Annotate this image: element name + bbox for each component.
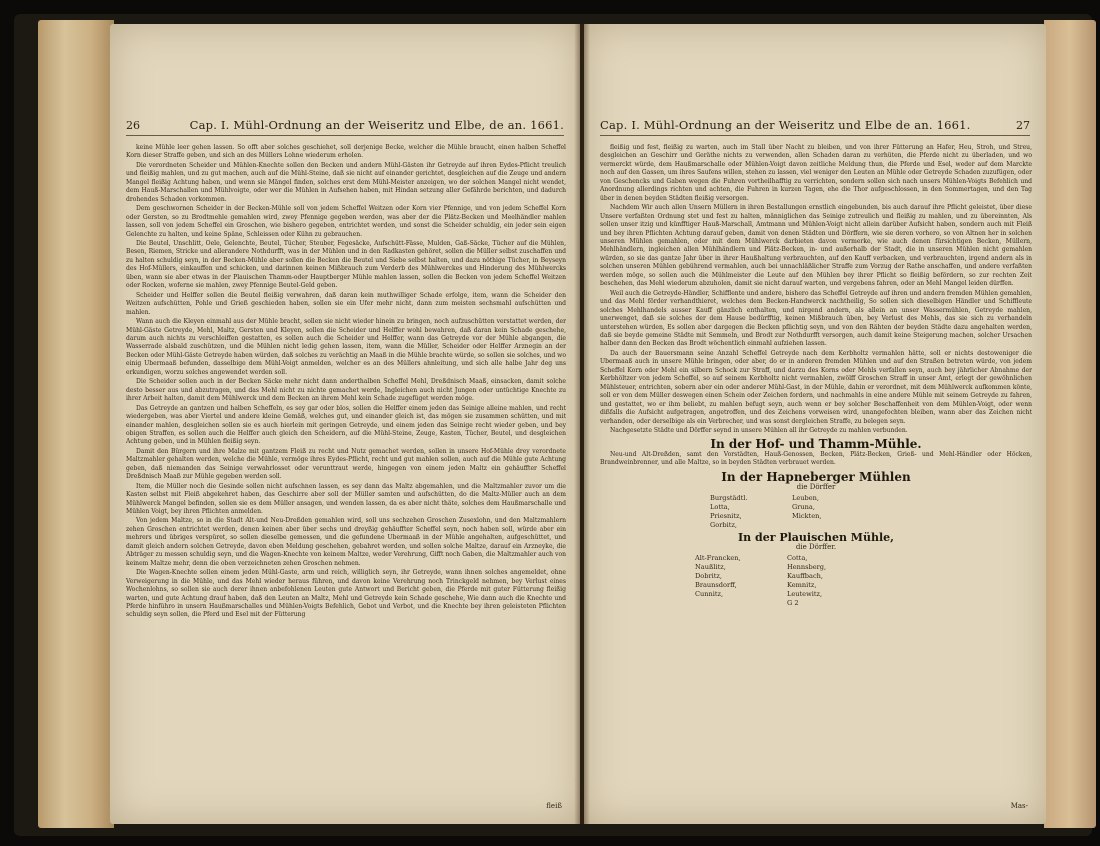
village-name: Lotta,: [710, 502, 730, 511]
village-name: Leutewitz,: [787, 589, 823, 598]
paragraph: fleißig und fest, fleißig zu warten, auch im Stall über Nacht zu bleiben, und von ihrer Fütterung an Hafer, Heu, Stroh, und Streu, desgleichen an Geschirr und Geräthe nichts zu verwenden, allen Schaden daran zu verhüten, die Pferde nicht zu überladen, und wo vermerckt würde, dem Haußmarschalle oder Mühlen-Voigt davon zeitliche Meldung thun, die Pferde und Esel, weder auf dem Marckte noch auf den Gassen, um ihres Saufens willen, stehen zu lassen, viel weniger den Leuten an Mühle oder Getreyde Schaden zuzufügen, oder von Geschencks und Gaben wegen die Fuhren vortheilhafftig zu verrichten, sondern sollen sich nach unsers Mühlen-Voigts Befehlich und Anordnung allerdings richten und achten, die Fuhren in kurzen Tagen, ehe die Thor aufgeschlossen, in den Sommertagen, und den Tag über in denen beyden Städten fleißig versorgen.: [600, 144, 1032, 202]
left-running-title: Cap. I. Mühl-Ordnung an der Weiseritz und Elbe, de an. 1661.: [189, 118, 564, 132]
right-page: [584, 24, 1046, 824]
paragraph: Item, die Müller noch die Gesinde sollen nicht aufschnen lassen, es sey dann das Maltz abgemahlen, und die Maltzmahler zuvor um die Kasten selbst mit Fleiß abgekehret haben, das Geschirre aber soll der Müller samten und aufschütten, do die Maltz-Müller auch an dem Mühlwerck Mangel befinden, sollen sie es dem Müller ansagen, und wenden lassen, da es aber nicht thäte, solches dem Haußmarschalle und Mühlen Voigt, bey ihren Pflichten anmelden.: [126, 482, 566, 516]
paragraph: Die Beutel, Unschlitt, Oele, Gelenchte, Beutel, Tücher, Steuber, Fegesäcke, Aufschütt-Fässe, Mulden, Gaß-Säcke, Tücher auf die Mühlen, Besen, Riemen, Stricke und allerandere Nothdurfft, was in der Mühlen und in den Radkasten gehöret, sollen die Müller selbst zuschaffen und zu halten schuldig seyn, in der Becken-Mühle aber sollen die Becken die Beutel und Siebe selbst halten, und dazu nöthige Tücher, in Beyseyn des Hof-Müllers, einkauffen und schicken, und darinnen keinen Mißbrauch zum Verderb des Mühlwerckes und Hinderung des Mühlwercks üben, wann sie aber etwas in der Plauischen Thamm-oder Hauptberger Mühle mahlen lassen, sollen die Becken von jedem Scheffel Weitzen oder Rocken, woferne sie mahlen, zwey Pfennige Beutel-Geld geben.: [126, 239, 566, 290]
paragraph: Dem geschwornen Scheider in der Becken-Mühle soll von jedem Scheffel Weitzen oder Korn vier Pfennige, und von jedem Scheffel Korn oder Gersten, so zu Brodtmehle gemahlen wird, zwey Pfennige gegeben werden, was aber der die Plätz-Becken und Meelhändler mahlen lassen, soll von jedem Scheffel ein Groschen, wie bishero gegeben, entrichtet werden, und sonst die Scheider schuldig, ein jeder sein eigen Gelenchte zu halten, und keine Späne, Schleissen oder Kühn zu gebrauchen.: [126, 205, 566, 238]
left-running-head: [126, 118, 564, 136]
page-edges-right: [1044, 20, 1096, 828]
village-name: Kauffbach,: [787, 571, 823, 580]
book-gutter: [574, 24, 590, 824]
village-name: Priesnitz,: [710, 511, 742, 520]
village-name: Hennsberg,: [787, 562, 827, 571]
left-page-number: 26: [126, 119, 140, 132]
paragraph: Von jedem Maltze, so in die Stadt Alt-und Neu-Dreßden gemahlen wird, soll uns sechzehen Groschen Zusexlohn, und den Maltzmahlern zehen Groschen entrichtet werden, denen keinen aber über sechs und dreyßig gehäuffter Scheffel seyn, noch haben soll, würde aber ein mehrers und übriges verspüret, so sollen dieselbe gemessen, und die gefundene Ubermaaß in der Mühle angehalten, aufgeschüttet, und damit gleich andern solchen Getreyde, davon eben Meldung geschehen, gebahret werden, und sollen solche Maltze, darauf ein Arzneyke, die Abträger zu messen schuldig seyn, und die Wagen-Knechte von keinem Maltze, weder Verehrung, Gifft noch Gaben, die Maltzmahler auch von keinem Maltze mehr, denn die oben verzeichneten zehen Groschen nehmen.: [126, 517, 566, 567]
section-subheading: die Dörffer.: [795, 543, 837, 552]
page-edges-left: [38, 20, 114, 828]
village-name: Gruna,: [792, 502, 815, 511]
paragraph: Die verordneten Scheider und Mühlen-Knechte sollen den Becken und andern Mühl-Gästen ihr Getreyde auf ihren Eydes-Pflicht treulich und fleißig mahlen, und zu gut machen, auch auf die Mühl-Steine, daß sie nicht auf einander gerichtet, desgleichen auf die Zeuge und andern Mangel fleißig Achtung haben, und wenn sie Mängel finden, solches erst dem Mühl-Meister anzeigen, wo der solchen Mangel nicht wendet, dem Hauß-Marschallen und Mühlvoigte, oder wer die Mühlen in Aufsehen haben, mit Hindan setzung aller Gefährde berichten, und dadurch drohendes Schaden vorkommen.: [126, 161, 566, 203]
paragraph: Nachdem Wir auch allen Unsern Müllern in ihren Bestallungen ernstlich eingebunden, bis auch darauf ihre Pflicht geleistet, über diese Unsere verfaßten Ordnung stet und fest zu halten, männiglichen das Seinige zutreulich und fleißig zu mahlen, und zu übereinnten, Als sollen unser itzig und künfftiger Hauß-Marschall, Amtmann und Mühlen-Voigt nicht allein darüber Aufsicht haben, sondern auch mit Fleiß und bey ihren Pflichten Achtung darauf geben, damit von denen Städten und Dörffern, wie sie deren vorhero, so von Altnen her in solchen unseren Mühlen gemahlen, oder mit dem Mühlwerck darbieten davon vermerke, wie auch denen fürsichtigen Becken, Müllern, Mehlhändlern, ingleichen allen Mühlhändlern und Plätz-Becken, in- und außerhalb der Stadt, die in unseren Mühlen nicht gemahlen würden, so sie das gantze Jahr über in ihrer Haußhaltung verbrauchten, auf den Kauff verbacken, und verbrauchten, irgend andern als in solchen unseren Mühlen gebührend vermahlen, auch bei unnachläßlicher Straffe zum Vorzug der Rathe anschaffen, und andere verfaßten werden möge, so sollen auch die Mühlmeister die Leute auf den Mühlen bey ihrer Pflicht so fleißig befördern, so zur rechten Zeit beschehen, das Mehl wiederum abzuholen, damit sie nicht darauf warten, und vergebens fahren, oder an Mehl Mangel leiden dürffen.: [600, 204, 1032, 288]
paragraph: Scheider und Helffer sollen die Beutel fleißig verwahren, daß daran kein muthwilliger Schade erfolge, item, wann die Scheider den Weitzen aufschütten, Pohle und Grieß geschieden haben, sollen sie ein Ufer mehr nicht, dann zum meisten sechsmahl aufschütten und mahlen.: [126, 291, 566, 316]
section-heading-plauische: In der Plauischen Mühle,: [738, 530, 894, 544]
village-list-hapneberger: [710, 494, 1032, 530]
village-name: Mickten,: [792, 511, 822, 520]
right-body-text: [600, 144, 1032, 610]
paragraph: Nachgesetzte Städte und Dörffer seynd in unsere Mühlen all ihr Getreyde zu mahlen verbunden.: [610, 426, 908, 434]
book: [14, 14, 1092, 836]
paragraph: Weil auch die Getreyde-Händler, Schifflente und andere, bishero das Scheffel Getreyde auf ihren und andern fremden Mühlen gemahlen, und das Mehl förder verhandthieret, welches dem Becken-Handwerck nachtheilig, So sollen sich dieselbigen Händler und Schiffleute solches Mehlhandels ausser Kauff gänzlich enthalten, und nirgend andern, als allein an unser Wassermühlen, Getreyde mahlen, unerwenget, daß sie solches der dem Hause bedürfftig, keinen Mißbrauch üben, bey Verlust des Mehls, das sie sich zu verhandeln unterstehen würden, Es sollen aber dargegen die Becken pflichtig seyn, und von den Rähten der beyden Städte dazu angehalten werden, daß sie beyde gemeine Städte mit Semmeln, und Brodt zur Nothdurfft versorgen, auch damit keine Steigerung machen, solcher Ursachen halber dann den Becken das Brodt wöchentlich einmahl aufziehen lassen.: [600, 289, 1032, 348]
right-catchword: Mas-: [1010, 802, 1028, 810]
paragraph: Neu-und Alt-Dreßden, samt den Vorstädten, Hauß-Genossen, Becken, Plätz-Becken, Grieß- und Mehl-Händler oder Höcken, Brandweinbrenner, und alle Maltze, so in beyden Städten verbrauet werden.: [600, 450, 1032, 467]
village-name: Alt-Francken,: [695, 553, 741, 562]
village-name: Braunsdorff,: [695, 580, 737, 589]
right-running-head: [600, 118, 1030, 136]
paragraph: Da auch der Bauersmann seine Anzahl Scheffel Getreyde nach dem Kerbholtz vermahlen hätte, soll er nichts destoweniger die Ubermaaß auch in unsere Mühle bringen, oder aber, do er in anderen fremden Mühlen und auf den Straßen betreten würde, von jedem Scheffel Korn oder Mehl ein silbern Schock zur Straff, und darzu des Korns oder Mehls verfallen seyn, auch bey jährlicher Abnahme der Kerbhöltzer von jedem Scheffel, so auf seinem Kerbholtz nicht vermahlen, zwölff Groschen Straff in unser Amt, erlegt der gewöhnlichen Mühlsteuer, entrichten, sobern aber ein oder anderer Mühl-Gast, in der Mühle, dahin er verordnet, mit dem Mühlwerck aufkommen könte, soll er von dem Müller deswegen einen Schein oder Zeichen fordern, und nachmahls in eine andere Mühle mit seinem Getreyde zu fahren, und gestattet, wo er ihm beliebt, zu mahlen befugt seyn, auch wenn er bey solcher Beschaffenheit von dem Mühlen-Voigt, oder wenn dißfalls die Aufsicht aufgetragen, angetroffen, und des Zeichens vorweisen wird, unangefochten bleiben, wann aber das Zeichen nicht verhanden, oder derselbige als ein Verbrecher, und was sonst dergleichen Straffe, zu belegen seyn.: [600, 349, 1032, 425]
village-name: Cotta,: [787, 553, 808, 562]
section-heading-hof-mühle: In der Hof- und Thamm-Mühle.: [710, 437, 922, 452]
paragraph: Die Scheider sollen auch in der Becken Säcke mehr nicht dann anderthalben Scheffel Mehl, Dreßdnisch Maaß, einsacken, damit solche desto besser aus und abzutragen, und das Mehl nicht zu nichte gemachet werde, Ingleichen auch nicht Jungen oder untüchtige Knechte zu ihrer Arbeit halten, damit dem Mühlwerck und dem Becken an ihrem Mehl kein Schade zugefüget werden möge.: [126, 378, 566, 403]
village-name: Dobritz,: [695, 571, 722, 580]
left-page: [110, 24, 580, 824]
village-name: [695, 599, 777, 608]
paragraph: Das Getreyde an gantzen und halben Scheffeln, es sey gar oder blos, sollen die Helffer einem jeden das Seinige alleine mahlen, und recht wiedergeben, was aber Viertel und andere kleine Gemäß, welches gut, und einander gleich ist, das mögen sie zusammen schütten, und mit einander mahlen, desgleichen sollen sie es auch hierlein mit geringen Getreyde, und einem jeden das Seinige recht wieder geben, und bey obigen Straffen, es sollen auch die Helffer auch gleich den Scheidern, auf die Mühl-Steine, Zeuge, Kasten, Tücher, Beutel, und desgleichen Achtung geben, und in Mühlen fleißig seyn.: [126, 404, 566, 446]
paragraph: Die Wagen-Knechte sollen einem jeden Mühl-Gaste, arm und reich, williglich seyn, ihr Getreyde, wann ihnen solches angemeldet, ohne Verweigerung in die Mühle, und das Mehl wieder heraus führen, und davon keine Verehrung noch Trinckgeld nehmen, bey Verlust eines Wochenlohns, so sollen sie auch derer ihnen anbefohlenen Leuten gute Antwort und Bericht geben, die Pferde mit guter Fütterung fleißig warten, und gute Achtung drauf haben, daß den Leuten an Maltz, Mehl und Getreyde kein Schade geschehe, Wie dann auch die Knechte und Pferde hinführo in unsern Haußmarschalles und Mühlen-Voigts Befehlich, Gebot und Verbot, und die Knechte bey ihren geleisteten Pflichten schuldig seyn sollen, die Pferd und Esel mit der Fütterung: [126, 569, 566, 619]
paragraph: Wann auch die Kleyen einmahl aus der Mühle bracht, sollen sie nicht wieder hinein zu bringen, noch aufzuschütten verstattet werden, der Mühl-Gäste Getreyde, Mehl, Maltz, Gersten und Kleyen, sollen die Scheider und Helffer wohl bewahren, daß daran kein Schade geschehe, darum auch nichts zu verschleiffen gestatten, es sollen auch die Scheider und Helffer, wann das Getreyde vor der Mühle abgangen, die Wasserrade alsbald zuschützen, und die Mühlen nicht ledig gehen lassen, item, wann die Müller, Scheider oder Helffer Arznegin an der Becken oder Mühl-Gäste Getreyde haben würden, daß solches zu verächtig an Maaß in die Mühle brachte würde, so sollen sie solches, und wo einig Ubermaaß befunden, dasselbige dem Mühl-Voigt anmelden, welcher es an des Müllers ahnleitung, und sich alle halbe Jahr deg uns erkundigen, worzu solches angewendet werden soll.: [126, 318, 566, 376]
paragraph: Damit den Bürgern und ihre Malze mit gantzem Fleiß zu recht und Nutz gemachet werden, sollen in unsere Hof-Mühle drey verordnete Maltzmahler gehalten werden, welche die Mühle, vermöge ihres Eydes-Pflicht, recht und gut mahlen sollen, auch auf die Mühle gute Achtung geben, daß niemanden das Seinige verwahrlosset oder verunttraut werde, hingegen von einem jeden Maltz ein gehäuffter Scheffel Dreßdnisch Maaß zur Mühle gegeben werden soll.: [126, 447, 566, 481]
village-name: Cunnitz,: [695, 589, 724, 598]
village-list-plauische: [695, 554, 1032, 608]
paragraph: keine Mühle leer gehen lassen. So offt aber solches geschiehet, soll derjenige Becke, welcher die Mühle braucht, einen halben Scheffel Korn dieser Straffe geben, und sich an des Müllers Lohne wiederum erholen.: [126, 144, 566, 160]
village-name: Gorbitz,: [710, 520, 737, 529]
village-name: Leuben,: [792, 493, 819, 502]
section-heading-hapneberger: In der Hapneberger Mühlen: [721, 469, 911, 484]
village-name: Naußlitz,: [695, 562, 726, 571]
village-name: Kemnitz,: [787, 580, 817, 589]
village-name: Burgstädtl.: [710, 493, 748, 502]
right-page-number: 27: [1016, 119, 1030, 132]
right-running-title: Cap. I. Mühl-Ordnung an der Weiseritz und Elbe de an. 1661.: [600, 118, 971, 132]
left-body-text: [126, 144, 566, 621]
signature-mark: G 2: [787, 598, 799, 607]
section-subheading: die Dörffer: [796, 483, 836, 492]
village-name: [792, 521, 864, 530]
left-catchword: fleiß: [546, 802, 562, 810]
